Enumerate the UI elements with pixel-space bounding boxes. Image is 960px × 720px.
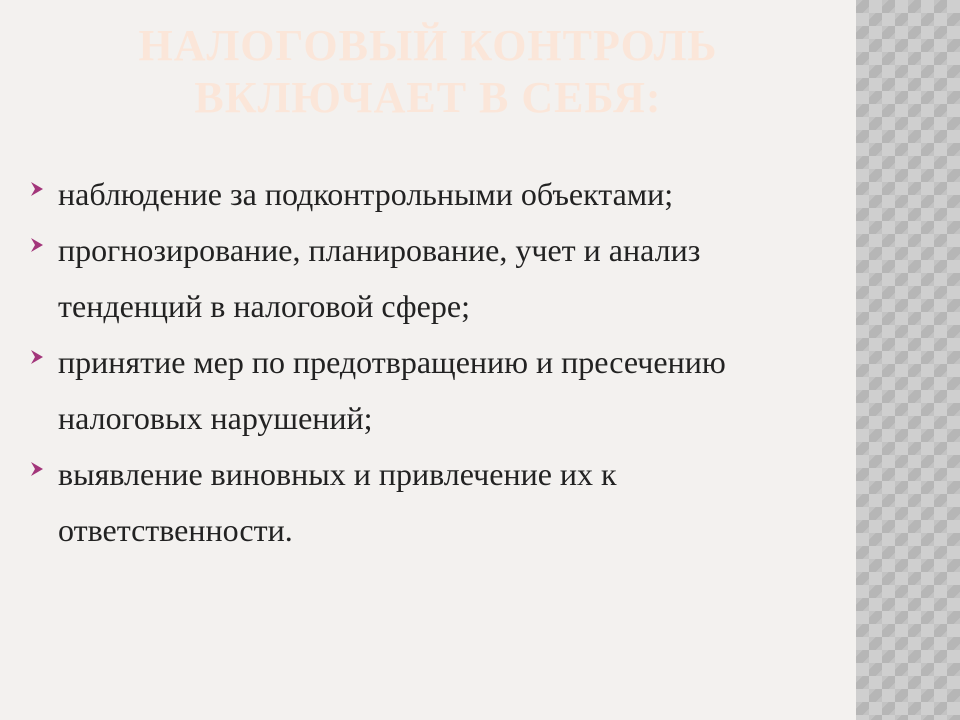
bullet-text: прогнозирование, планирование, учет и анализ тенденций в налоговой сфере; <box>58 232 701 324</box>
bullet-text: принятие мер по предотвращению и пресечению налоговых нарушений; <box>58 344 726 436</box>
bullet-text: наблюдение за подконтрольными объектами; <box>58 176 674 212</box>
bullet-text: выявление виновных и привлечение их к ответственности. <box>58 456 617 548</box>
chevron-right-icon <box>28 348 46 366</box>
slide-title-line-1: НАЛОГОВЫЙ КОНТРОЛЬ <box>138 21 718 70</box>
decorative-side-pattern <box>856 0 960 720</box>
bullet-item <box>28 166 828 222</box>
slide-title <box>40 20 816 124</box>
bullet-item <box>28 446 828 558</box>
bullet-item <box>28 334 828 446</box>
chevron-right-icon <box>28 236 46 254</box>
chevron-right-icon <box>28 180 46 198</box>
bullet-item <box>28 222 828 334</box>
bullet-list <box>28 166 828 558</box>
chevron-right-icon <box>28 460 46 478</box>
slide-title-line-2: ВКЛЮЧАЕТ В СЕБЯ: <box>194 73 662 122</box>
